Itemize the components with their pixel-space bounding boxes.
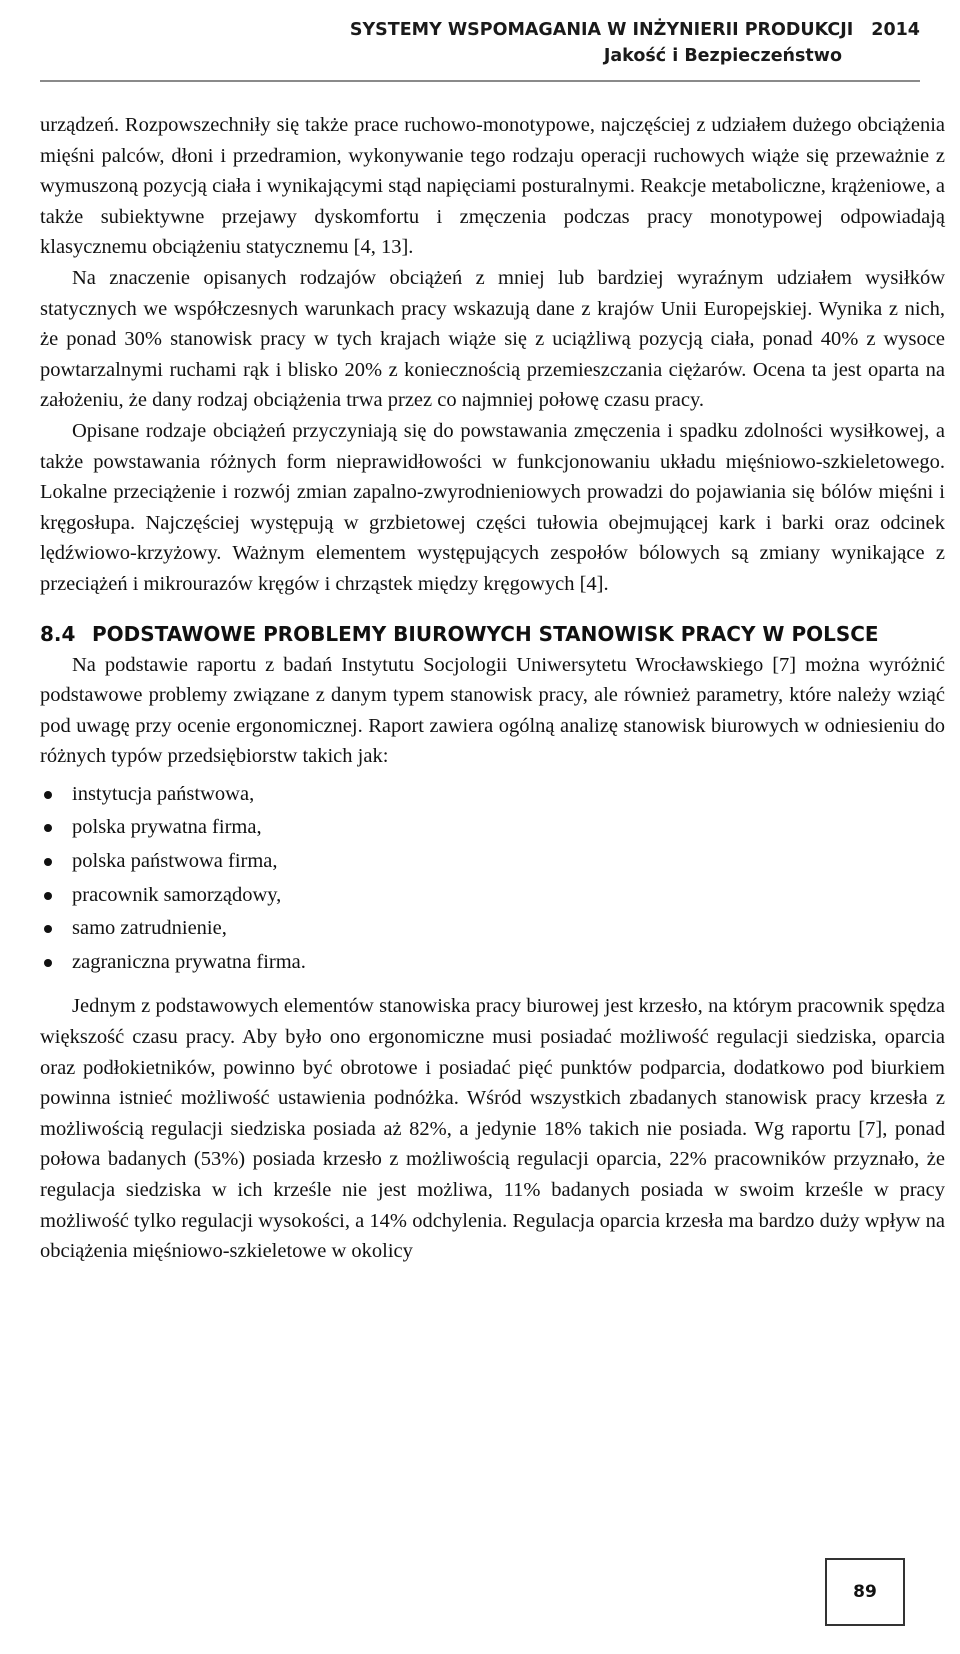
enterprise-type-list <box>40 778 945 980</box>
list-item <box>40 778 945 812</box>
section-title: PODSTAWOWE PROBLEMY BIUROWYCH STANOWISK PRACY W POLSCE <box>92 621 879 646</box>
list-item <box>40 879 945 913</box>
list-item-text: zagraniczna prywatna firma. <box>72 950 306 973</box>
bullet-icon <box>44 824 52 832</box>
list-item <box>40 845 945 879</box>
closing-paragraph: Jednym z podstawowych elementów stanowiska pracy biurowej jest krzesło, na którym pracownik spędza większość czasu pracy. Aby było ono ergonomiczne musi posiadać możliwość regulacji siedziska, oparcia oraz podłokietników, powinno być obrotowe i posiadać pięć punktów podparcia, dodatkowo pod biurkiem powinna istnieć możliwość ustawienia podnóżka. Wśród wszystkich zbadanych stanowisk pracy krzesła z możliwością regulacji siedziska posiada aż 82%, a jedynie 18% takich nie posiada. Wg raportu [7], ponad połowa badanych (53%) posiada krzesło z możliwością regulacji oparcia, 22% pracowników przyznało, że regulacja siedziska w ich krześle nie jest możliwa, 11% badanych posiada w swoim krześle w pracy możliwość tylko regulacji wysokości, a 14% odchylenia. Regulacja oparcia krzesła ma bardzo duży wpływ na obciążenia mięśniowo-szkieletowe w okolicy <box>40 995 945 1263</box>
section-number: 8.4 <box>40 621 76 646</box>
page-header <box>40 18 920 82</box>
journal-subtitle: Jakość i Bezpieczeństwo <box>603 46 842 66</box>
page-body <box>40 110 945 1267</box>
paragraph: Na znaczenie opisanych rodzajów obciążeń z mniej lub bardziej wyraźnym udziałem wysiłków statycznych we współczesnych warunkach pracy wskazują dane z krajów Unii Europejskiej. Wynika z nich, że ponad 30% stanowisk pracy w tych krajach wiąże się z uciążliwą pozycją ciała, ponad 40% z wysoce powtarzalnymi ruchami rąk i blisko 20% z koniecznością przemieszczania ciężarów. Ocena ta jest oparta na założeniu, że dany rodzaj obciążenia trwa przez co najmniej połowę czasu pracy. <box>40 266 945 412</box>
bullet-icon <box>44 791 52 799</box>
journal-year: 2014 <box>871 20 920 40</box>
list-item-text: pracownik samorządowy, <box>72 883 282 906</box>
header-journal-line <box>350 20 920 40</box>
section-heading <box>40 618 945 650</box>
list-item-text: instytucja państwowa, <box>72 782 255 805</box>
list-item <box>40 946 945 980</box>
paragraph: urządzeń. Rozpowszechniły się także prace ruchowo-monotypowe, najczęściej z udziałem dużego obciążenia mięśni palców, dłoni i przedramion, wykonywanie tego rodzaju operacji ruchowych wiąże się przeważnie z wymuszoną pozycją ciała i wynikającymi stąd napięciami posturalnymi. Reakcje metaboliczne, krążeniowe, a także subiektywne przejawy dyskomfortu i zmęczenia podczas pracy monotypowej odpowiadają klasycznemu obciążeniu statycznemu [4, 13]. <box>40 114 945 259</box>
list-item-text: samo zatrudnienie, <box>72 917 227 940</box>
list-item <box>40 811 945 845</box>
bullet-icon <box>44 858 52 866</box>
bullet-icon <box>44 959 52 967</box>
bullet-icon <box>44 925 52 933</box>
section-intro-paragraph: Na podstawie raportu z badań Instytutu Socjologii Uniwersytetu Wrocławskiego [7] można wyróżnić podstawowe problemy związane z danym typem stanowisk pracy, ale również parametry, które należy wziąć pod uwagę przy ocenie ergonomicznej. Raport zawiera ogólną analizę stanowisk biurowych w odniesieniu do różnych typów przedsiębiorstw takich jak: <box>40 653 945 768</box>
list-item-text: polska państwowa firma, <box>72 850 278 873</box>
page-number-box <box>825 1558 905 1626</box>
page-number: 89 <box>853 1582 877 1602</box>
paragraph: Opisane rodzaje obciążeń przyczyniają się do powstawania zmęczenia i spadku zdolności wysiłkowej, a także powstawania różnych form nieprawidłowości w funkcjonowaniu układu mięśniowo-szkieletowego. Lokalne przeciążenie i rozwój zmian zapalno-zwyrodnieniowych prowadzi do pojawiania się bólów mięśni i kręgosłupa. Najczęściej występują w grzbietowej części tułowia obejmującej kark i barki oraz odcinek lędźwiowo-krzyżowy. Ważnym elementem występujących zespołów bólowych są zmiany wynikające z przeciążeń i mikrourazów kręgów i chrząstek między kręgowych [4]. <box>40 419 945 595</box>
journal-title: SYSTEMY WSPOMAGANIA W INŻYNIERII PRODUKCJI <box>349 20 854 40</box>
list-item <box>40 912 945 946</box>
list-item-text: polska prywatna firma, <box>72 816 262 839</box>
bullet-icon <box>44 892 52 900</box>
